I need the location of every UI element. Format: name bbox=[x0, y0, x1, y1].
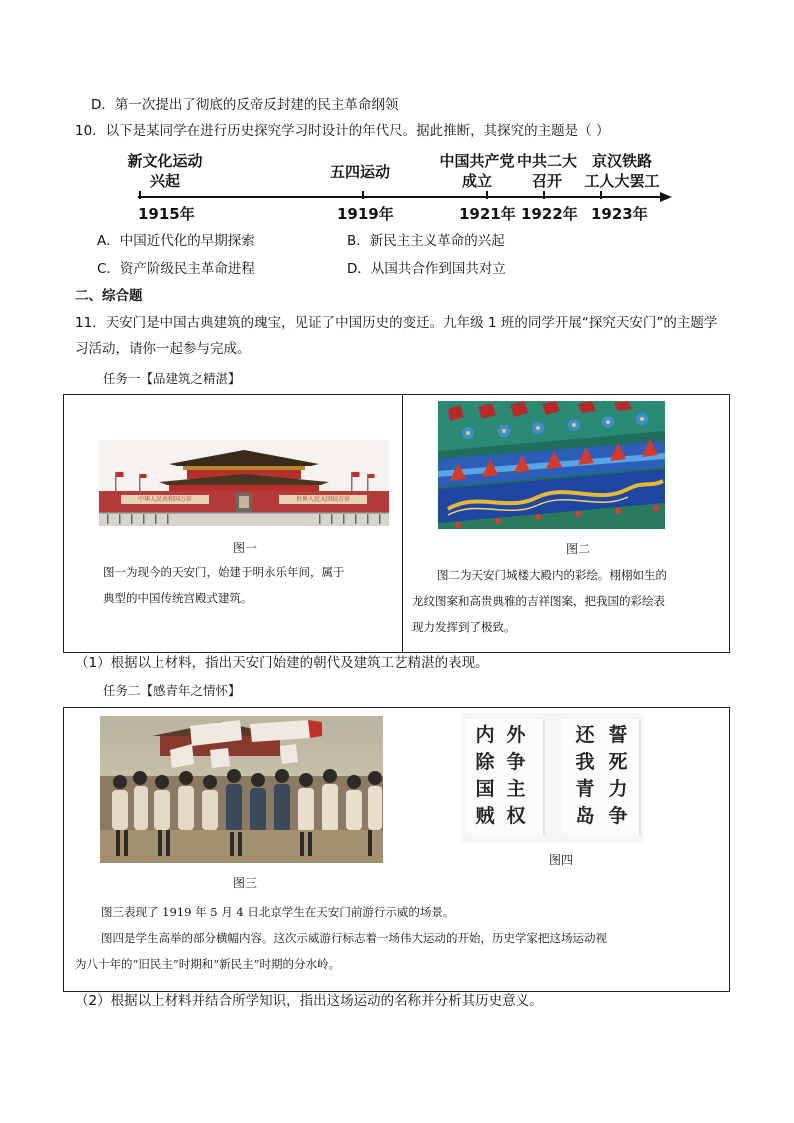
fig2-text-line: 龙纹图案和高贵典雅的吉祥图案，把我国的彩绘表 bbox=[412, 594, 665, 608]
banner-left-text: 中华人民共和国万岁 bbox=[137, 496, 192, 503]
task2-description bbox=[75, 899, 725, 977]
timeline-tick bbox=[543, 191, 545, 199]
timeline-year-3: 1921年 bbox=[459, 205, 516, 223]
fig2-text-line: 图二为天安门城楼大殿内的彩绘。栩栩如生的 bbox=[437, 568, 667, 582]
q11-stem-line2: 习活动，请你一起参与完成。 bbox=[75, 341, 251, 357]
slogan-column-2: 外 争 主 权 bbox=[506, 724, 526, 827]
q10-stem: 10．以下是某同学在进行历史探究学习时设计的年代尺。据此推断，其探究的主题是（ ） bbox=[75, 123, 610, 139]
timeline-year-5: 1923年 bbox=[591, 205, 648, 223]
timeline-event-4-line1: 中共二大 bbox=[516, 152, 577, 170]
tiananmen-illustration bbox=[99, 440, 389, 526]
timeline-tick bbox=[362, 191, 364, 199]
timeline-event-3-line1: 中国共产党 bbox=[439, 152, 515, 170]
task1-question: （1）根据以上材料，指出天安门始建的朝代及建筑工艺精湛的表现。 bbox=[75, 655, 489, 671]
timeline-year-2: 1919年 bbox=[337, 205, 394, 223]
fig1-description bbox=[103, 559, 403, 611]
fig2-caption: 图二 bbox=[566, 542, 591, 556]
slogan-column-4: 誓 死 力 争 bbox=[608, 724, 628, 827]
timeline-event-2-line1: 五四运动 bbox=[329, 163, 390, 181]
timeline-event-4-line2: 召开 bbox=[531, 172, 562, 190]
q10-option-b: B．新民主主义革命的兴起 bbox=[347, 233, 505, 249]
q10-option-c: C．资产阶级民主革命进程 bbox=[97, 261, 255, 277]
tiananmen-photo bbox=[99, 440, 389, 526]
task2-question: （2）根据以上材料并结合所学知识，指出这场运动的名称并分析其历史意义。 bbox=[75, 993, 543, 1009]
fig3-caption: 图三 bbox=[233, 876, 258, 890]
timeline-arrow-icon bbox=[660, 192, 672, 202]
protest-illustration bbox=[100, 716, 383, 863]
timeline-event-1 bbox=[105, 151, 225, 191]
timeline-event-5 bbox=[572, 151, 672, 191]
timeline-event-1-line1: 新文化运动 bbox=[127, 152, 203, 170]
section-heading: 二、综合题 bbox=[75, 288, 143, 304]
fig1-text-line: 图一为现今的天安门，始建于明永乐年间，属于 bbox=[103, 565, 345, 579]
fig2-text-line: 现力发挥到了极致。 bbox=[412, 620, 516, 634]
timeline-tick bbox=[139, 191, 141, 199]
q10-option-d: D．从国共合作到国共对立 bbox=[347, 261, 506, 277]
timeline-axis bbox=[138, 196, 662, 198]
fig2-description bbox=[412, 562, 722, 640]
timeline bbox=[0, 0, 794, 230]
timeline-event-3-line2: 成立 bbox=[461, 172, 492, 190]
task1-divider bbox=[402, 395, 403, 652]
banner-panel bbox=[561, 719, 641, 835]
caihua-illustration bbox=[438, 401, 665, 529]
may-fourth-painting bbox=[100, 716, 383, 863]
timeline-event-3 bbox=[432, 151, 522, 191]
timeline-event-5-line2: 工人大罢工 bbox=[584, 172, 660, 190]
banner-right-text: 世界人民大团结万岁 bbox=[295, 496, 350, 503]
q11-stem-line1: 11．天安门是中国古典建筑的瑰宝，见证了中国历史的变迁。九年级 1 班的同学开展“探究天安门”的主题学 bbox=[75, 315, 718, 331]
task2-text-line: 为八十年的“旧民主”时期和“新民主”时期的分水岭。 bbox=[75, 957, 341, 971]
q10-option-a: A．中国近代化的早期探索 bbox=[97, 233, 255, 249]
task2-title: 任务二【感青年之情怀】 bbox=[103, 683, 241, 698]
timeline-event-2 bbox=[305, 162, 415, 182]
slogan-column-1: 内 除 国 贼 bbox=[475, 724, 495, 827]
timeline-tick bbox=[486, 191, 488, 199]
fig1-text-line: 典型的中国传统宫殿式建筑。 bbox=[103, 591, 253, 605]
timeline-year-4: 1922年 bbox=[521, 205, 578, 223]
timeline-event-5-line1: 京汉铁路 bbox=[591, 152, 652, 170]
fig4-caption: 图四 bbox=[549, 853, 574, 867]
task1-title: 任务一【品建筑之精湛】 bbox=[103, 371, 241, 386]
timeline-tick bbox=[600, 191, 602, 199]
q9-option-d: D．第一次提出了彻底的反帝反封建的民主革命纲领 bbox=[91, 97, 399, 113]
timeline-event-1-line2: 兴起 bbox=[149, 172, 180, 190]
painted-ceiling-photo bbox=[438, 401, 665, 529]
timeline-year-1: 1915年 bbox=[138, 205, 195, 223]
task2-text-line: 图四是学生高举的部分横幅内容。这次示威游行标志着一场伟大运动的开始，历史学家把这场运动视 bbox=[101, 931, 607, 945]
slogan-column-3: 还 我 青 岛 bbox=[575, 724, 595, 827]
task2-text-line: 图三表现了 1919 年 5 月 4 日北京学生在天安门前游行示威的场景。 bbox=[101, 905, 455, 919]
fig1-caption: 图一 bbox=[233, 541, 258, 555]
